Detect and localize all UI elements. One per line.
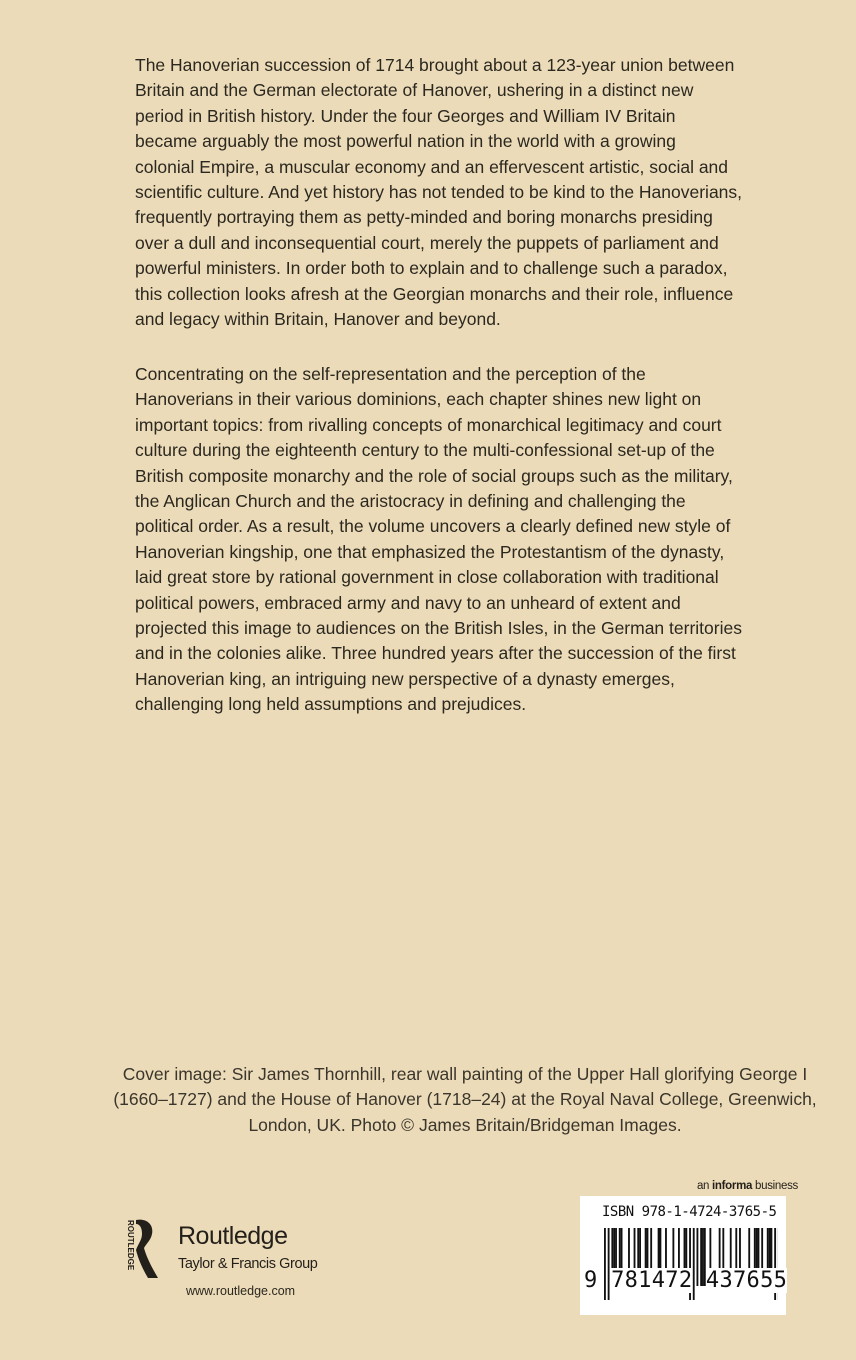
- text-line: the Anglican Church and the aristocracy in defining and challenging the: [135, 491, 686, 512]
- text-line: became arguably the most powerful nation in the world with a growing: [135, 131, 676, 152]
- text-line: this collection looks afresh at the Georgian monarchs and their role, influence: [135, 283, 734, 304]
- svg-text:ROUTLEDGE: ROUTLEDGE: [126, 1220, 135, 1271]
- text-line: and in the colonies alike. Three hundred years after the succession of the first: [135, 643, 736, 664]
- text-line: laid great store by rational government in close collaboration with traditional: [135, 567, 719, 588]
- text-line: culture during the eighteenth century to the multi-confessional set-up of the: [135, 440, 715, 461]
- text-line: political order. As a result, the volume uncovers a clearly defined new style of: [135, 516, 731, 537]
- text-line: and legacy within Britain, Hanover and beyond.: [135, 309, 501, 330]
- text-line: political powers, embraced army and navy to an unheard of extent and: [135, 592, 681, 613]
- text-line: London, UK. Photo © James Britain/Bridgeman Images.: [248, 1114, 682, 1135]
- text-line: Hanoverian kingship, one that emphasized the Protestantism of the dynasty,: [135, 541, 725, 562]
- isbn-barcode: [580, 1196, 786, 1315]
- text-line: powerful ministers. In order both to explain and to challenge such a paradox,: [135, 258, 728, 279]
- text-line: Concentrating on the self-representation and the perception of the: [135, 364, 646, 384]
- ean-digits: 9 781472 437655: [584, 1268, 788, 1293]
- text-line: colonial Empire, a muscular economy and an effervescent artistic, social and: [135, 156, 729, 177]
- text-line: projected this image to audiences on the British Isles, in the German territories: [135, 618, 742, 639]
- text-line: over a dull and inconsequential court, merely the puppets of parliament and: [135, 232, 719, 253]
- blurb-paragraph-1: [135, 53, 835, 332]
- text-line: Britain and the German electorate of Hanover, ushering in a distinct new: [135, 80, 694, 101]
- informa-business-label: an informa business: [696, 1180, 798, 1192]
- text-line: Hanoverian king, an intriguing new perspective of a dynasty emerges,: [135, 668, 675, 689]
- text-line: scientific culture. And yet history has not tended to be kind to the Hanoverians,: [135, 182, 743, 203]
- cover-image-caption: [110, 1062, 820, 1138]
- text-line: period in British history. Under the four Georges and William IV Britain: [135, 105, 676, 126]
- isbn-label: ISBN 978-1-4724-3765-5: [602, 1204, 777, 1220]
- routledge-r-logo-icon: [122, 1218, 162, 1280]
- routledge-logo: [122, 1218, 362, 1282]
- text-line: important topics: from rivalling concepts of monarchical legitimacy and court: [135, 414, 722, 435]
- text-line: Cover image: Sir James Thornhill, rear wall painting of the Upper Hall glorifying George I: [122, 1064, 808, 1084]
- publisher-url[interactable]: www.routledge.com: [186, 1284, 296, 1298]
- text-line: (1660–1727) and the House of Hanover (1718–24) at the Royal Naval College, Greenwich,: [113, 1089, 817, 1110]
- text-line: British composite monarchy and the role of social groups such as the military,: [135, 465, 733, 486]
- publisher-group: Taylor & Francis Group: [178, 1256, 318, 1272]
- text-line: challenging long held assumptions and prejudices.: [135, 694, 527, 715]
- text-line: The Hanoverian succession of 1714 brought about a 123-year union between: [135, 55, 735, 75]
- publisher-name: Routledge: [178, 1222, 288, 1250]
- text-line: frequently portraying them as petty-minded and boring monarchs presiding: [135, 207, 713, 228]
- text-line: Hanoverians in their various dominions, each chapter shines new light on: [135, 389, 702, 410]
- blurb-paragraph-2: [135, 362, 835, 718]
